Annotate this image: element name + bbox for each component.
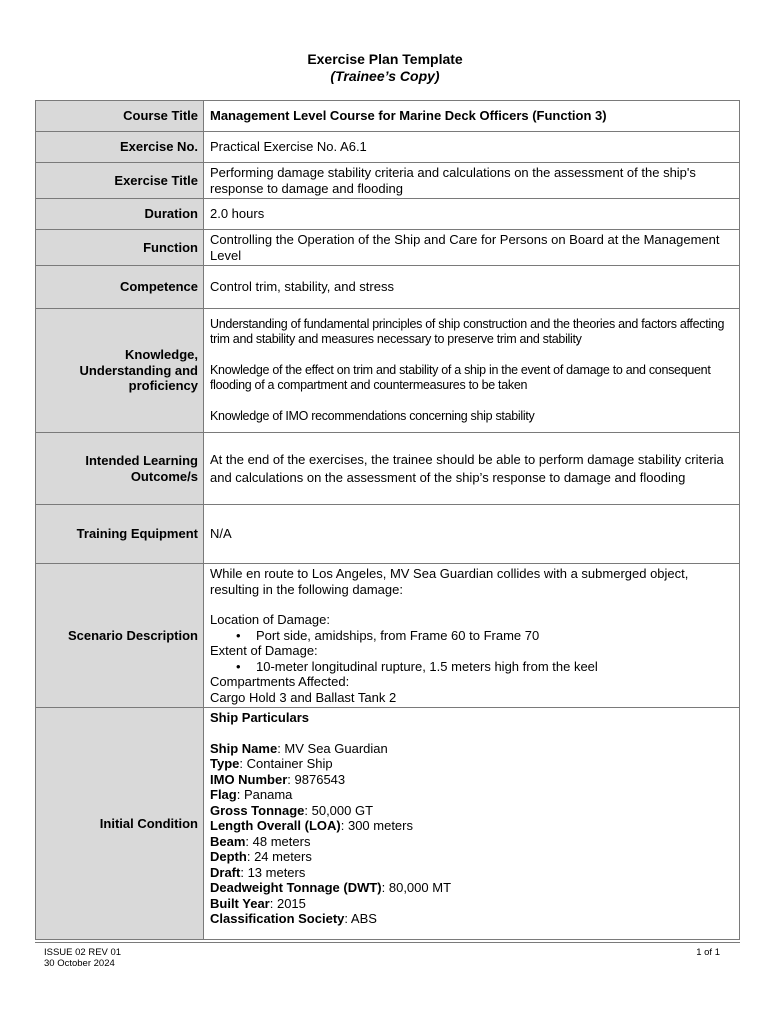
footer-page-number: 1 of 1 — [696, 947, 720, 958]
ship-particular-item — [210, 772, 734, 788]
ship-particular-value: : 300 meters — [340, 818, 413, 833]
ship-particular-item — [210, 849, 734, 865]
duration-value: 2.0 hours — [204, 199, 740, 230]
exercise-no-label: Exercise No. — [36, 132, 204, 163]
ship-particular-value: : MV Sea Guardian — [277, 740, 388, 756]
ship-particular-value: : 48 meters — [245, 833, 311, 849]
ship-particular-item — [210, 911, 734, 927]
ship-particular-value: : 24 meters — [246, 849, 312, 864]
course-title-value: Management Level Course for Marine Deck Officers (Function 3) — [204, 101, 740, 132]
ship-particular-key: Beam — [210, 833, 246, 849]
row-exercise-title — [36, 163, 740, 199]
footer-issue: ISSUE 02 REV 01 — [44, 947, 122, 958]
scenario-label: Scenario Description — [36, 564, 204, 708]
knowledge-paragraph-3: Knowledge of IMO recommendations concerning ship stability — [210, 408, 535, 423]
ship-particular-key: Gross Tonnage — [210, 802, 305, 818]
ship-particular-value: : Container Ship — [239, 756, 333, 771]
ship-particular-key: Flag — [210, 787, 237, 802]
row-initial-condition — [36, 708, 740, 940]
ship-particular-item — [210, 756, 734, 772]
ship-particular-key: Classification Society — [210, 911, 345, 926]
competence-value: Control trim, stability, and stress — [204, 266, 740, 309]
exercise-title-value: Performing damage stability criteria and calculations on the assessment of the ship's response to damage and flooding — [204, 163, 740, 199]
ship-particular-key: Type — [210, 756, 240, 771]
extent-bullet — [210, 659, 734, 675]
footer-left — [44, 947, 121, 969]
ship-particular-item — [210, 896, 734, 912]
row-outcome — [36, 433, 740, 505]
exercise-no-value: Practical Exercise No. A6.1 — [204, 132, 740, 163]
row-function — [36, 230, 740, 266]
equipment-label: Training Equipment — [36, 505, 204, 564]
ship-particular-key: Built Year — [210, 895, 270, 911]
scenario-intro: While en route to Los Angeles, MV Sea Guardian collides with a submerged object, resulting in the following damage: — [210, 566, 689, 597]
footer-date: 30 October 2024 — [44, 958, 115, 969]
equipment-value: N/A — [204, 505, 740, 564]
ship-particulars-heading: Ship Particulars — [210, 710, 309, 725]
ship-particular-item — [210, 865, 734, 881]
ship-particular-item — [210, 880, 734, 896]
ship-particular-value: : Panama — [236, 787, 293, 802]
ship-particular-key: Length Overall (LOA) — [210, 818, 341, 833]
ship-particular-item — [210, 834, 734, 850]
ship-particular-value: : 9876543 — [287, 771, 346, 787]
outcome-value: At the end of the exercises, the trainee should be able to perform damage stability criteria and calculations on the assessment of the ship’s response to damage and flooding — [204, 433, 740, 505]
extent-heading: Extent of Damage: — [210, 643, 318, 658]
ship-particular-item — [210, 741, 734, 757]
ship-particular-value: : 2015 — [269, 895, 306, 911]
competence-label: Competence — [36, 266, 204, 309]
extent-bullet-text: • 10-meter longitudinal rupture, 1.5 meters high from the keel — [256, 658, 598, 674]
location-heading: Location of Damage: — [210, 612, 330, 627]
ship-particular-item — [210, 818, 734, 834]
ship-particular-key: Deadweight Tonnage (DWT) — [210, 880, 382, 895]
row-scenario — [36, 564, 740, 708]
ship-particular-key: IMO Number — [210, 771, 288, 787]
ship-particular-value: : ABS — [344, 911, 377, 926]
document-subtitle: (Trainee’s Copy) — [330, 68, 440, 84]
row-duration — [36, 199, 740, 230]
knowledge-value — [204, 309, 740, 433]
ship-particulars-list — [210, 741, 734, 927]
document-title: Exercise Plan Template — [307, 51, 463, 67]
ship-particular-key: Draft — [210, 864, 241, 880]
location-bullet — [210, 628, 734, 644]
ship-particular-value: : 50,000 GT — [304, 802, 374, 818]
row-equipment — [36, 505, 740, 564]
ship-particular-key: Ship Name — [210, 740, 278, 756]
initial-condition-value — [204, 708, 740, 940]
knowledge-paragraph-2: Knowledge of the effect on trim and stability of a ship in the event of damage to and consequent flooding of a compartment and countermeasures to be taken — [210, 362, 711, 393]
row-knowledge — [36, 309, 740, 433]
ship-particular-value: : 80,000 MT — [381, 880, 452, 895]
compartments-heading: Compartments Affected: — [210, 674, 350, 689]
course-title-label: Course Title — [36, 101, 204, 132]
duration-label: Duration — [36, 199, 204, 230]
ship-particular-value: : 13 meters — [240, 864, 306, 880]
initial-condition-label: Initial Condition — [36, 708, 204, 940]
row-competence — [36, 266, 740, 309]
function-label: Function — [36, 230, 204, 266]
ship-particular-item — [210, 787, 734, 803]
location-bullet-text: • Port side, amidships, from Frame 60 to Frame 70 — [256, 627, 540, 643]
row-exercise-no — [36, 132, 740, 163]
footer-divider — [35, 942, 740, 943]
exercise-title-label: Exercise Title — [36, 163, 204, 199]
ship-particular-item — [210, 803, 734, 819]
ship-particular-key: Depth — [210, 849, 247, 864]
exercise-plan-table — [35, 100, 740, 940]
knowledge-label: Knowledge, Understanding and proficiency — [36, 309, 204, 433]
outcome-label: Intended Learning Outcome/s — [36, 433, 204, 505]
row-course-title — [36, 101, 740, 132]
function-value: Controlling the Operation of the Ship and Care for Persons on Board at the Management Level — [204, 230, 740, 266]
knowledge-paragraph-1: Understanding of fundamental principles of ship construction and the theories and factors affecting trim and stability and measures necessary to preserve trim and stability — [210, 316, 725, 347]
compartments-value: Cargo Hold 3 and Ballast Tank 2 — [210, 689, 397, 705]
scenario-value — [204, 564, 740, 708]
